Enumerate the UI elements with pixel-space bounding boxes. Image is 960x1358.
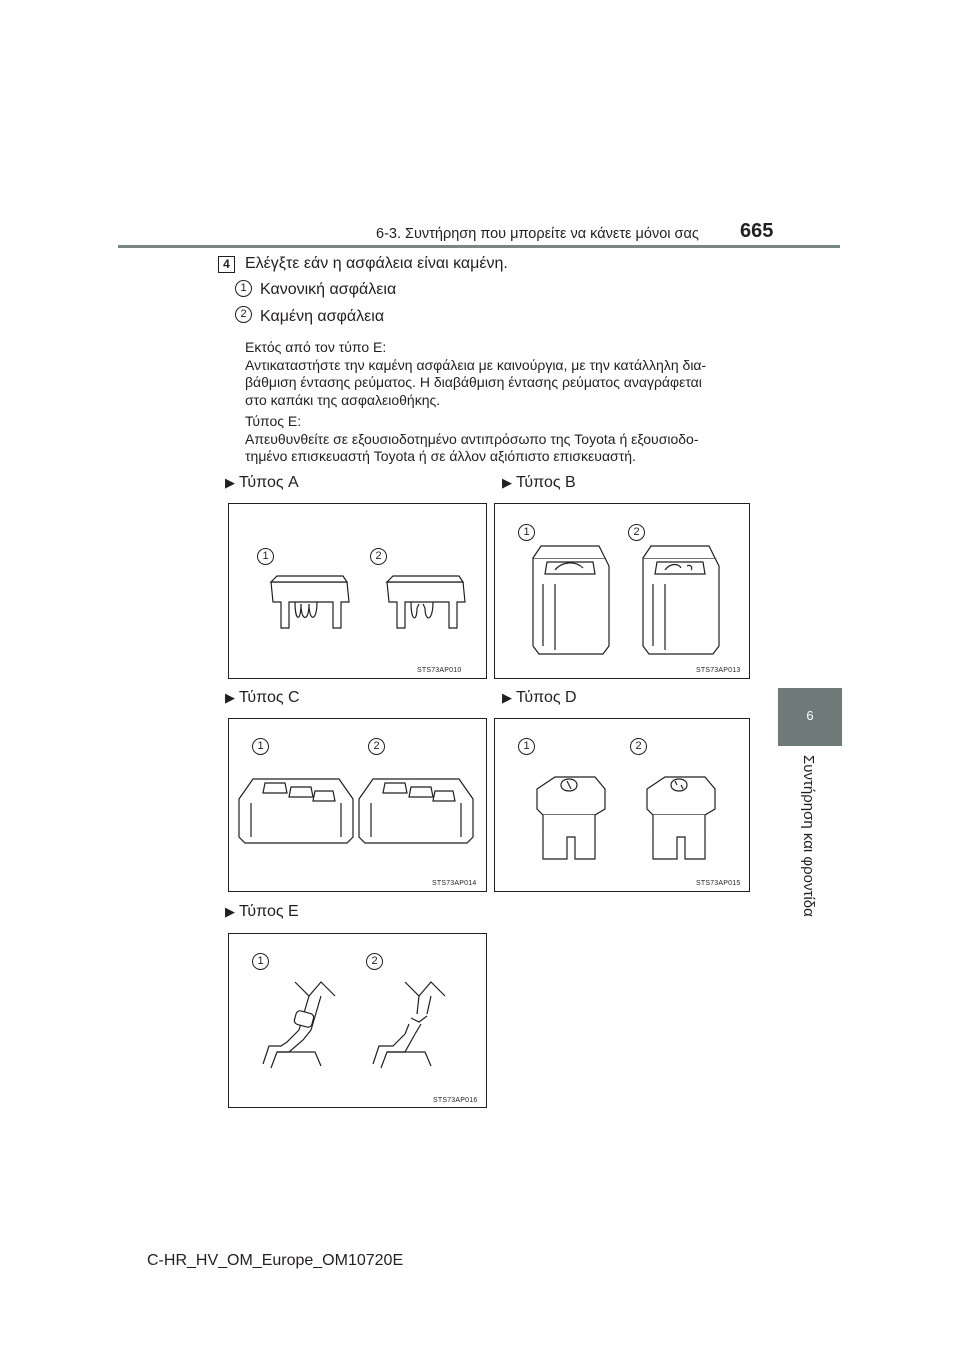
note-line: Αντικαταστήστε την καμένη ασφάλεια με καινούργια, με την κατάλληλη δια- [245, 356, 707, 373]
triangle-bullet-icon: ▶ [225, 904, 235, 919]
page-number: 665 [740, 220, 774, 242]
marker-normal: 1 [518, 738, 535, 755]
marker-normal: 1 [257, 548, 274, 565]
header-divider [118, 245, 840, 248]
fuse-illustration-type-b [494, 503, 750, 679]
image-code: STS73AP010 [417, 667, 462, 674]
type-a-heading [225, 474, 299, 492]
triangle-bullet-icon: ▶ [225, 690, 235, 705]
item-marker-1: 1 [235, 280, 252, 297]
step-number-box: 4 [218, 256, 235, 273]
note-line: Απευθυνθείτε σε εξουσιοδοτημένο αντιπρόσωπο της Toyota ή εξουσιοδο- [245, 430, 699, 447]
fuse-illustration-type-e [228, 933, 487, 1108]
type-b-heading [502, 474, 576, 492]
chapter-number: 6 [806, 708, 814, 723]
type-a-label: Τύπος A [239, 474, 299, 491]
image-code: STS73AP014 [432, 880, 477, 887]
section-title: 6-3. Συντήρηση που μπορείτε να κάνετε μόνοι σας [376, 226, 699, 242]
item-marker-2: 2 [235, 306, 252, 323]
fuse-illustration-type-d [494, 718, 750, 892]
type-e-heading [225, 903, 299, 921]
image-code: STS73AP015 [696, 880, 741, 887]
note-line: τημένο επισκευαστή Toyota ή σε άλλον αξιόπιστο επισκευαστή. [245, 448, 636, 464]
type-d-label: Τύπος D [516, 689, 577, 706]
fuse-illustration-type-a [228, 503, 487, 679]
item-label-normal-fuse: Κανονική ασφάλεια [260, 281, 397, 298]
document-id: C-HR_HV_OM_Europe_OM10720E [147, 1252, 404, 1269]
item-label-blown-fuse: Καμένη ασφάλεια [260, 308, 385, 325]
marker-normal: 1 [252, 738, 269, 755]
step-instruction: Ελέγξτε εάν η ασφάλεια είναι καμένη. [245, 255, 508, 272]
type-c-label: Τύπος C [239, 689, 300, 706]
marker-blown: 2 [370, 548, 387, 565]
image-code: STS73AP013 [696, 667, 741, 674]
type-c-heading [225, 689, 300, 707]
type-b-label: Τύπος B [516, 474, 576, 491]
note-paragraph-2 [245, 413, 745, 466]
marker-normal: 1 [252, 953, 269, 970]
type-d-heading [502, 689, 577, 707]
marker-normal: 1 [518, 524, 535, 541]
type-a-fuse-drawing [229, 504, 488, 680]
chapter-title: Συντήρηση και φροντίδα [800, 755, 817, 917]
fuse-illustration-type-c [228, 718, 487, 892]
note-line: Τύπος E: [245, 413, 302, 429]
type-e-label: Τύπος E [239, 903, 299, 920]
marker-blown: 2 [628, 524, 645, 541]
marker-blown: 2 [366, 953, 383, 970]
note-line: στο καπάκι της ασφαλειοθήκης. [245, 391, 441, 408]
note-line: Εκτός από τον τύπο E: [245, 339, 387, 355]
triangle-bullet-icon: ▶ [502, 690, 512, 705]
marker-blown: 2 [368, 738, 385, 755]
triangle-bullet-icon: ▶ [225, 475, 235, 490]
triangle-bullet-icon: ▶ [502, 475, 512, 490]
marker-blown: 2 [630, 738, 647, 755]
note-line: βάθμιση έντασης ρεύματος. Η διαβάθμιση έντασης ρεύματος αναγράφεται [245, 374, 702, 390]
note-paragraph-1 [245, 339, 745, 409]
image-code: STS73AP016 [433, 1097, 478, 1104]
